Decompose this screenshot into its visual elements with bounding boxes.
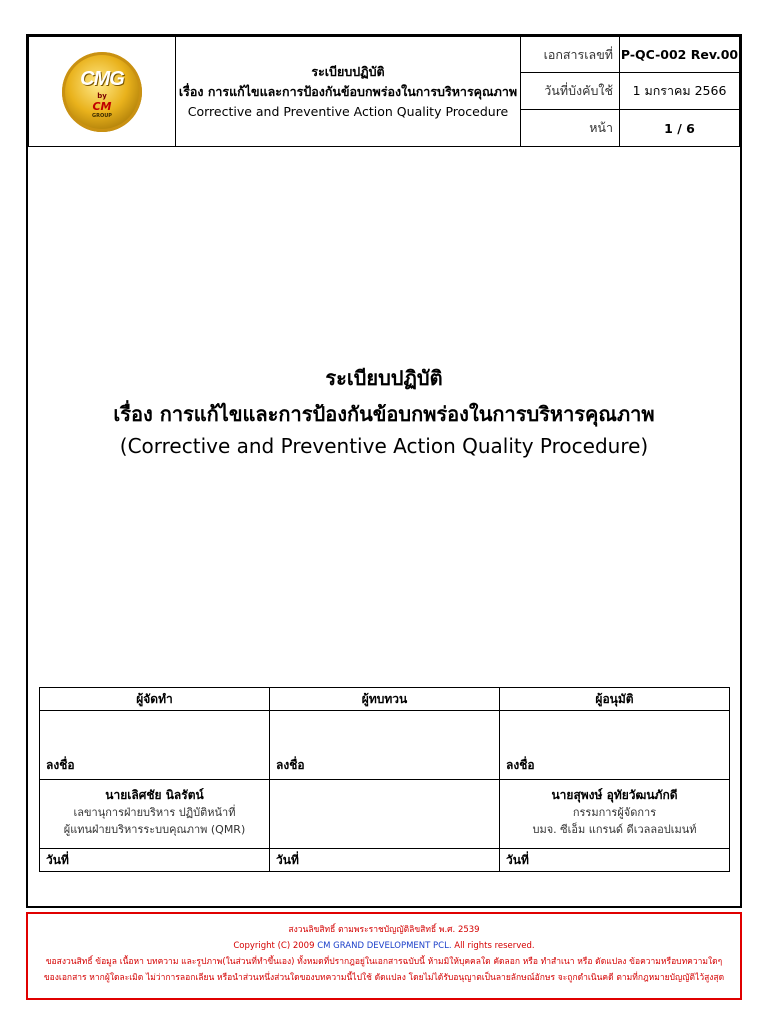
main-title-line2: เรื่อง การแก้ไขและการป้องกันข้อบกพร่องในการบริหารคุณภาพ: [113, 402, 655, 426]
preparer-name: นายเลิศชัย นิลรัตน์: [105, 788, 204, 802]
header-title-line2: เรื่อง การแก้ไขและการป้องกันข้อบกพร่องในการบริหารคุณภาพ: [178, 83, 518, 99]
main-title-line1: ระเบียบปฏิบัติ: [325, 366, 443, 390]
preparer-sign-label: ลงชื่อ: [40, 711, 270, 780]
page-label: หน้า: [521, 110, 620, 147]
main-title-line3: (Corrective and Preventive Action Quality Procedure): [119, 434, 649, 458]
footer-company-name: CM GRAND DEVELOPMENT PCL.: [317, 941, 452, 951]
approver-header: ผู้อนุมัติ: [500, 688, 730, 711]
footer-copyright-prefix: Copyright (C) 2009: [233, 941, 318, 951]
page-value: 1 / 6: [620, 110, 740, 147]
reviewer-info: [270, 780, 500, 849]
approver-name: นายสุพงษ์ อุทัยวัฒนภักดี: [551, 788, 678, 802]
approver-position2: บมจ. ซีเอ็ม แกรนด์ ดีเวลลอปเมนท์: [532, 823, 697, 836]
doc-no-label: เอกสารเลขที่: [521, 37, 620, 73]
approver-position1: กรรมการผู้จัดการ: [572, 806, 657, 819]
reviewer-header: ผู้ทบทวน: [270, 688, 500, 711]
company-logo: [62, 52, 142, 132]
copyright-footer: [26, 912, 742, 1000]
header-title-cell: [176, 37, 521, 147]
footer-copyright-suffix: All rights reserved.: [451, 941, 535, 951]
approver-date-label: วันที่: [500, 849, 730, 872]
reviewer-sign-label: ลงชื่อ: [270, 711, 500, 780]
signature-table: [39, 687, 730, 872]
reviewer-date-label: วันที่: [270, 849, 500, 872]
logo-by: by: [97, 91, 107, 100]
footer-line3: ขอสงวนสิทธิ์ ข้อมูล เนื้อหา บทความ และรูปภาพ(ในส่วนที่ทำขึ้นเอง) ทั้งหมดที่ปรากฎอยู่ในเอกสารฉบับนี้ ห้ามมิให้บุคคลใด คัดลอก หรือ ทำสำเนา หรือ ดัดแปลง ข้อความหรือบทความใดๆ: [45, 957, 723, 967]
header-title-line1: ระเบียบปฏิบัติ: [311, 63, 385, 79]
preparer-info: [40, 780, 270, 849]
footer-line4: ของเอกสาร หากผู้ใดละเมิด ไม่ว่าการลอกเลียน หรือนำส่วนหนึ่งส่วนใดของบทความนี้ไปใช้ ดัดแปลง โดยไม่ได้รับอนุญาตเป็นลายลักษณ์อักษร จะถูกดำเนินคดี ตามที่กฎหมายบัญญัติไว้สูงสุด: [43, 973, 725, 983]
header-title-line3: Corrective and Preventive Action Quality Procedure: [187, 103, 509, 119]
footer-line1: สงวนลิขสิทธิ์ ตามพระราชบัญญัติลิขสิทธิ์ พ.ศ. 2539: [288, 925, 480, 935]
logo-cell: [29, 37, 176, 147]
doc-no-value: P-QC-002 Rev.00: [620, 37, 740, 73]
effective-date-value: 1 มกราคม 2566: [620, 73, 740, 110]
preparer-date-label: วันที่: [40, 849, 270, 872]
preparer-position1: เลขานุการฝ่ายบริหาร ปฏิบัติหน้าที่: [73, 806, 236, 819]
effective-date-label: วันที่บังคับใช้: [521, 73, 620, 110]
approver-info: [500, 780, 730, 849]
preparer-position2: ผู้แทนฝ่ายบริหารระบบคุณภาพ (QMR): [63, 823, 246, 836]
logo-cm: CM: [92, 99, 112, 113]
logo-text: CMG: [80, 67, 124, 90]
approver-sign-label: ลงชื่อ: [500, 711, 730, 780]
preparer-header: ผู้จัดทำ: [40, 688, 270, 711]
document-header: [28, 36, 740, 147]
footer-line2: [28, 938, 740, 954]
logo-group: GROUP: [92, 112, 112, 119]
